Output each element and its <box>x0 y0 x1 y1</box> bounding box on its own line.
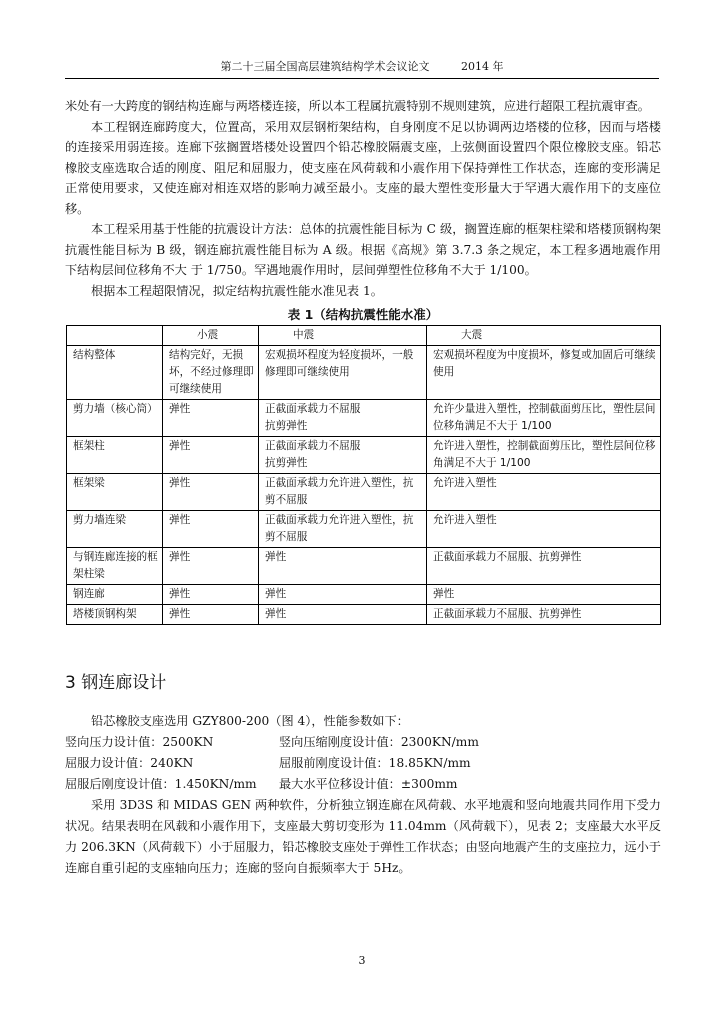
paragraph: 米处有一大跨度的钢结构连廊与两塔楼连接，所以本工程属抗震特别不规则建筑，应进行超限工程抗震审查。 <box>65 99 650 113</box>
table-cell: 框架柱 <box>67 437 163 474</box>
paragraph: 本工程钢连廊跨度大，位置高，采用双层钢桁架结构，自身刚度不足以协调两边塔楼的位移，因而与塔楼的连接采用弱连接。连廊下弦搁置塔楼处设置四个铅芯橡胶隔震支座，上弦侧面设置四个限位橡胶支座。铅芯橡胶支座选取合适的刚度、阻尼和屈服力，使支座在风荷载和小震作用下保持弹性工作状态，连廊的变形满足正常使用要求，又使连廊对相连双塔的影响力减至最小。支座的最大塑性变形量大于罕遇大震作用下的支座位移。 <box>65 119 661 216</box>
table-row <box>67 585 661 605</box>
table-cell: 允许进入塑性 <box>427 474 661 511</box>
table-cell: 弹性 <box>427 585 661 605</box>
param-row <box>65 732 661 753</box>
table-cell: 宏观损坏程度为轻度损坏，一般修理即可继续使用 <box>259 346 427 400</box>
table-cell: 弹性 <box>163 437 259 474</box>
page-header <box>65 58 659 79</box>
table-cell: 与钢连廊连接的框架柱梁 <box>67 548 163 585</box>
table-cell: 弹性 <box>259 585 427 605</box>
table-row <box>67 548 661 585</box>
table-cell: 结构整体 <box>67 346 163 400</box>
table-cell: 正截面承载力允许进入塑性，抗剪不屈服 <box>259 474 427 511</box>
section-title: 3 钢连廊设计 <box>65 673 167 693</box>
table-row <box>67 511 661 548</box>
table-cell: 结构完好，无损坏，不经过修理即可继续使用 <box>163 346 259 400</box>
table-cell: 正截面承载力允许进入塑性，抗剪不屈服 <box>259 511 427 548</box>
table-cell: 弹性 <box>163 474 259 511</box>
param-value: 屈服后刚度设计值：1.450KN/mm <box>65 777 257 791</box>
paragraph: 根据本工程超限情况，拟定结构抗震性能水准见表 1。 <box>91 283 383 298</box>
table-cell: 允许进入塑性，控制截面剪压比，塑性层间位移角满足不大于 1/100 <box>427 437 661 474</box>
table-cell: 正截面承载力不屈服 抗剪弹性 <box>259 400 427 437</box>
body-text <box>65 96 661 301</box>
table-header-cell: 小震 <box>163 326 259 346</box>
table-header-cell: 大震 <box>427 326 661 346</box>
table-cell: 弹性 <box>163 548 259 585</box>
table-cell: 弹性 <box>259 605 427 625</box>
table-header-cell: 中震 <box>259 326 427 346</box>
bearing-params <box>65 711 661 879</box>
param-value: 屈服前刚度设计值：18.85KN/mm <box>279 756 471 770</box>
table-row <box>67 400 661 437</box>
paragraph: 本工程采用基于性能的抗震设计方法：总体的抗震性能目标为 C 级，搁置连廊的框架柱梁和塔楼顶钢构架抗震性能目标为 B 级，钢连廊抗震性能目标为 A 级。根据《高规》第 3.7.3 条之规定，本工程多遇地震作用下结构层间位移角不大 于 1/750。罕遇地震作用时，层间弹塑性位移角不大于 1/100。 <box>65 222 661 277</box>
table-row <box>67 437 661 474</box>
table-row <box>67 474 661 511</box>
params-intro: 铅芯橡胶支座选用 GZY800-200（图 4），性能参数如下： <box>91 714 409 728</box>
param-value: 屈服力设计值：240KN <box>65 756 194 770</box>
table-cell: 钢连廊 <box>67 585 163 605</box>
header-year: 2014 年 <box>461 60 504 73</box>
param-row <box>65 753 661 774</box>
table-cell: 允许少量进入塑性，控制截面剪压比，塑性层间位移角满足不大于 1/100 <box>427 400 661 437</box>
table-cell: 弹性 <box>163 585 259 605</box>
analysis-paragraph: 采用 3D3S 和 MIDAS GEN 两种软件，分析独立钢连廊在风荷载、水平地震和竖向地震共同作用下受力状况。结果表明在风载和小震作用下，支座最大剪切变形为 11.04mm（风荷载下），见表 2；支座最大水平反力 206.3KN（风荷载下）小于屈服力，铅芯橡胶支座处于弹性工作状态；由竖向地震产生的支座拉力，远小于连廊自重引起的支座轴向压力；连廊的竖向自振频率大于 5Hz。 <box>65 798 661 875</box>
table-cell: 正截面承载力不屈服、抗剪弹性 <box>427 548 661 585</box>
table-cell: 宏观损坏程度为中度损坏，修复或加固后可继续使用 <box>427 346 661 400</box>
table-cell: 框架梁 <box>67 474 163 511</box>
table-title: 表 1（结构抗震性能水准） <box>287 307 439 322</box>
param-value: 竖向压缩刚度设计值：2300KN/mm <box>279 735 479 749</box>
table-row <box>67 346 661 400</box>
table-cell: 弹性 <box>259 548 427 585</box>
table-cell: 正截面承载力不屈服 抗剪弹性 <box>259 437 427 474</box>
table-cell: 允许进入塑性 <box>427 511 661 548</box>
table-cell: 弹性 <box>163 605 259 625</box>
table-cell: 剪力墙连梁 <box>67 511 163 548</box>
table-header-row <box>67 326 661 346</box>
table-cell: 塔楼顶钢构架 <box>67 605 163 625</box>
param-value: 竖向压力设计值：2500KN <box>65 735 214 749</box>
table-cell: 弹性 <box>163 511 259 548</box>
param-value: 最大水平位移设计值：±300mm <box>279 777 458 791</box>
table-cell: 正截面承载力不屈服、抗剪弹性 <box>427 605 661 625</box>
page-number: 3 <box>358 954 366 967</box>
table-cell: 剪力墙（核心筒） <box>67 400 163 437</box>
table-cell: 弹性 <box>163 400 259 437</box>
table-header-cell <box>67 326 163 346</box>
conference-title: 第二十三届全国高层建筑结构学术会议论文 <box>220 60 430 73</box>
param-row <box>65 774 661 795</box>
table-row <box>67 605 661 625</box>
performance-table <box>66 325 661 625</box>
